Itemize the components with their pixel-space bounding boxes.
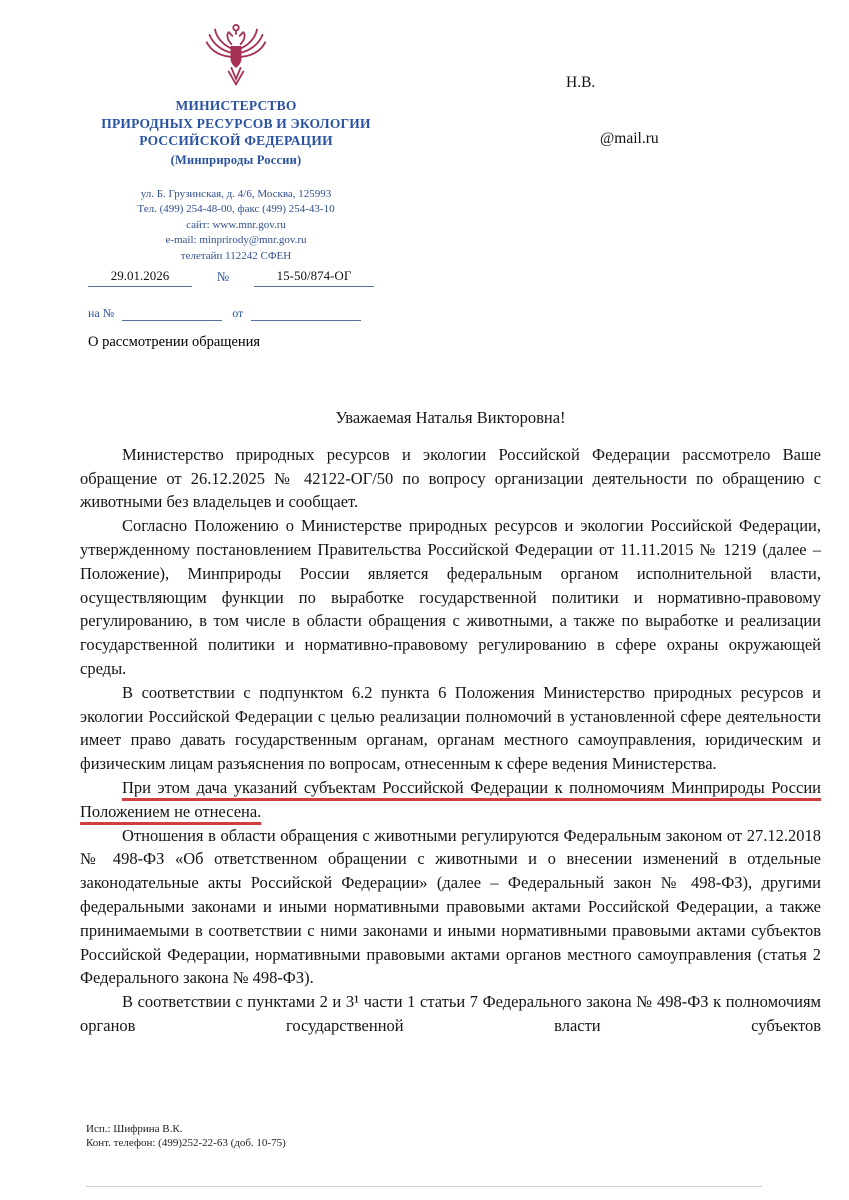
- ministry-name-line: РОССИЙСКОЙ ФЕДЕРАЦИИ: [139, 133, 333, 148]
- ministry-short-name: (Минприроды России): [170, 152, 302, 167]
- salutation: Уважаемая Наталья Викторовна!: [335, 408, 566, 427]
- teletype: телетайп 112242 СФЕН: [180, 249, 292, 262]
- bottom-divider: [86, 1186, 762, 1187]
- executor-name: Исп.: Шифрина В.К.: [86, 1123, 183, 1135]
- addressee-initials: Н.В.: [566, 74, 596, 91]
- body-paragraph: В соответствии с пунктами 2 и 3¹ части 1 статьи 7 Федерального закона № 498-ФЗ к полномочиям органов государственной власти субъектов: [80, 992, 821, 1035]
- subject-line: О рассмотрении обращения: [88, 334, 261, 350]
- letter-body: [80, 406, 821, 1038]
- reply-date-line: [251, 307, 361, 321]
- reply-number-line: [122, 307, 222, 321]
- addressee-email: @mail.ru: [600, 130, 659, 147]
- body-paragraph: Министерство природных ресурсов и экологии Российской Федерации рассмотрело Ваше обращение от 26.12.2025 № 42122-ОГ/50 по вопросу организации деятельности по обращению с животными без владельцев и сообщает.: [80, 444, 821, 512]
- letterhead-contacts: [88, 187, 384, 265]
- website: сайт: www.mnr.gov.ru: [186, 218, 286, 231]
- coat-of-arms-icon: [204, 20, 268, 92]
- reference-row: [88, 268, 374, 287]
- body-paragraph-underlined: При этом дача указаний субъектам Российской Федерации к полномочиям Минприроды России Положением не отнесена.: [80, 777, 821, 821]
- ministry-name-line: МИНИСТЕРСТВО: [175, 98, 297, 113]
- postal-address: ул. Б. Грузинская, д. 4/6, Москва, 125993: [140, 187, 332, 200]
- phone-fax: Тел. (499) 254-48-00, факс (499) 254-43-10: [137, 203, 335, 215]
- letter-date: 29.01.2026: [88, 268, 192, 287]
- reply-prefix-label: на №: [88, 306, 115, 320]
- ministry-name-line: ПРИРОДНЫХ РЕСУРСОВ И ЭКОЛОГИИ: [101, 115, 371, 131]
- reply-from-label: от: [232, 306, 244, 320]
- executor-phone: Конт. телефон: (499)252-22-63 (доб. 10-75): [86, 1137, 286, 1149]
- number-sign: №: [216, 269, 230, 284]
- body-paragraph: Согласно Положению о Министерстве природных ресурсов и экологии Российской Федерации, утвержденному постановлением Правительства Российской Федерации от 11.11.2015 № 1219 (далее – Положение), Минприроды России является федеральным органом исполнительной власти, осуществляющим функции по выработке государственной политики и нормативно-правовому регулированию, в том числе в области обращения с животными, а также по выработке и реализации государственной политики и нормативно-правовому регулированию в сфере охраны окружающей среды.: [80, 516, 821, 678]
- letterhead: [88, 20, 384, 264]
- body-paragraph: В соответствии с подпунктом 6.2 пункта 6 Положения Министерство природных ресурсов и экологии Российской Федерации с целью реализации полномочий в установленной сфере деятельности имеет право давать государственным органам, органам местного самоуправления, юридическим и физическим лицам разъяснения по вопросам, отнесенным к сфере ведения Министерства.: [80, 682, 821, 774]
- email-address: e-mail: minprirody@mnr.gov.ru: [165, 234, 307, 246]
- ministry-name: [88, 97, 384, 168]
- executor-block: [86, 1122, 286, 1150]
- reply-reference-row: [88, 306, 374, 321]
- outgoing-number: 15-50/874-ОГ: [254, 268, 374, 287]
- body-paragraph: Отношения в области обращения с животными регулируются Федеральным законом от 27.12.2018 № 498-ФЗ «Об ответственном обращении с животными и о внесении изменений в отдельные законодательные акты Российской Федерации» (далее – Федеральный закон № 498-ФЗ), другими федеральными законами и иными нормативными правовыми актами Российской Федерации, а также принимаемыми в соответствии с ними законами и иными нормативными правовыми актами субъектов Российской Федерации, нормативными правовыми актами органов местного самоуправления (статья 2 Федерального закона № 498-ФЗ).: [80, 825, 821, 988]
